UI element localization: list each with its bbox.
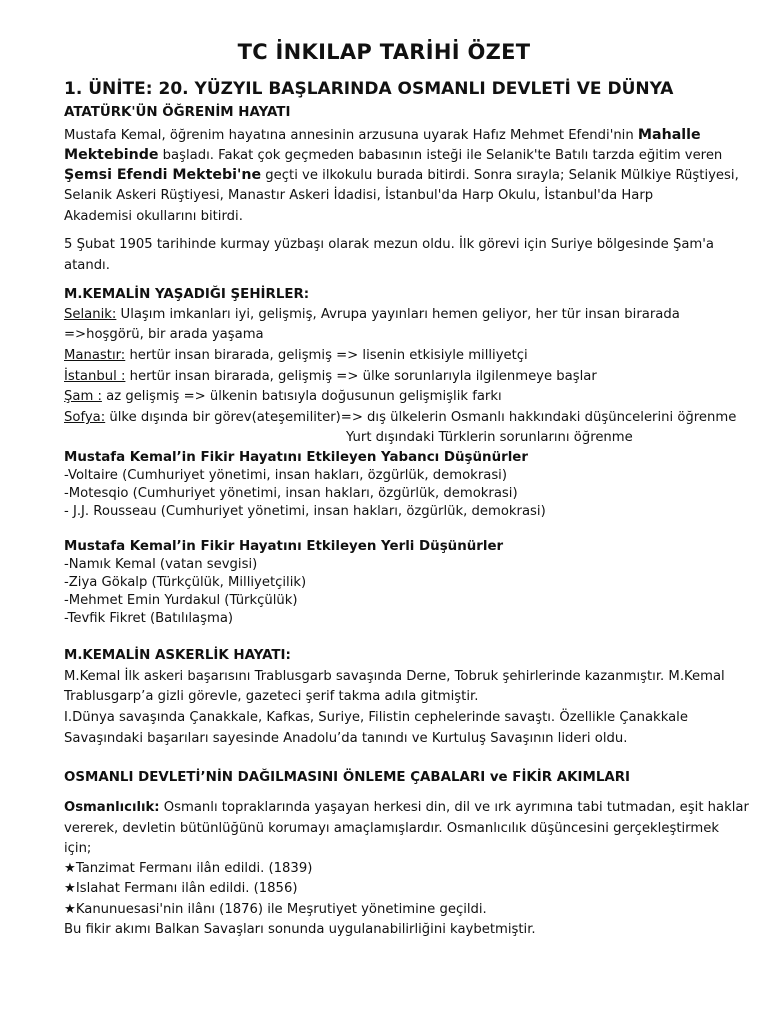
- list-item: -Voltaire (Cumhuriyet yönetimi, insan hakları, özgürlük, demokrasi): [64, 468, 507, 483]
- text-span: başladı. Fakat çok geçmeden babasının isteği ile Selanik'te Batılı tarzda eğitim veren: [158, 148, 723, 163]
- ottoman-line-1: [64, 799, 749, 817]
- unit-title: 1. ÜNİTE: 20. YÜZYIL BAŞLARINDA OSMANLI DEVLETİ VE DÜNYA: [64, 79, 674, 99]
- foreign-thinkers-heading: Mustafa Kemal’in Fikir Hayatını Etkileyen Yabancı Düşünürler: [64, 450, 528, 465]
- education-heading: ATATÜRK'ÜN ÖĞRENİM HAYATI: [64, 105, 291, 120]
- city-label: Sofya:: [64, 410, 106, 425]
- bold-span: Osmanlıcılık:: [64, 800, 160, 815]
- city-selanik: [64, 306, 680, 324]
- military-line-3: I.Dünya savaşında Çanakkale, Kafkas, Suriye, Filistin cephelerinde savaştı. Özellikle Çanakkale: [64, 710, 688, 725]
- education-line-6: 5 Şubat 1905 tarihinde kurmay yüzbaşı olarak mezun oldu. İlk görevi için Suriye bölgesinde Şam'a: [64, 237, 714, 252]
- city-label: Şam :: [64, 389, 102, 404]
- bold-span: Mahalle: [637, 127, 701, 143]
- military-line-1: M.Kemal İlk askeri başarısını Trablusgarb savaşında Derne, Tobruk şehirlerinde kazanmıştır. M.Kemal: [64, 669, 725, 684]
- text-span: geçti ve ilkokulu burada bitirdi. Sonra sırayla; Selanik Mülkiye Rüştiyesi,: [261, 168, 739, 183]
- education-line-4: Selanik Askeri Rüştiyesi, Manastır Askeri İdadisi, İstanbul'da Harp Okulu, İstanbul'da Harp: [64, 188, 654, 203]
- list-item: - J.J. Rousseau (Cumhuriyet yönetimi, insan hakları, özgürlük, demokrasi): [64, 504, 546, 519]
- city-text: az gelişmiş => ülkenin batısıyla doğusunun gelişmişlik farkı: [101, 389, 502, 404]
- list-item: -Tevfik Fikret (Batılılaşma): [64, 611, 234, 626]
- city-selanik-cont: =>hoşgörü, bir arada yaşama: [64, 327, 264, 342]
- city-istanbul: [64, 368, 597, 386]
- text-span: Osmanlı topraklarında yaşayan herkesi din, dil ve ırk ayrımına tabi tutmadan, eşit haklar: [159, 800, 749, 815]
- ottoman-line-2: vererek, devletin bütünlüğünü korumayı amaçlamışlardır. Osmanlıcılık düşüncesini gerçekleştirmek: [64, 821, 719, 836]
- city-text: hertür insan birarada, gelişmiş => ülke sorunlarıyla ilgilenmeye başlar: [125, 369, 597, 384]
- education-line-5: Akademisi okullarını bitirdi.: [64, 209, 243, 224]
- ottoman-heading: OSMANLI DEVLETİ’NİN DAĞILMASINI ÖNLEME ÇABALARI ve FİKİR AKIMLARI: [64, 770, 631, 785]
- education-line-1: [64, 126, 701, 145]
- list-item: -Mehmet Emin Yurdakul (Türkçülük): [64, 593, 298, 608]
- military-line-4: Savaşındaki başarıları sayesinde Anadolu’da tanındı ve Kurtuluş Savaşının lideri oldu.: [64, 731, 628, 746]
- city-label: Manastır:: [64, 348, 126, 363]
- bold-span: Mektebinde: [64, 147, 159, 163]
- bold-span: Şemsi Efendi Mektebi'ne: [64, 167, 262, 183]
- text-span: Mustafa Kemal, öğrenim hayatına annesinin arzusuna uyarak Hafız Mehmet Efendi'nin: [64, 128, 634, 143]
- education-line-2: [64, 146, 722, 165]
- military-line-2: Trablusgarp’a gizli görevle, gazeteci şerif takma adıla gitmiştir.: [64, 689, 479, 704]
- list-item: ★Kanunuesasi'nin ilânı (1876) ile Meşrutiyet yönetimine geçildi.: [64, 902, 487, 917]
- city-label: Selanik:: [64, 307, 117, 322]
- list-item: ★Tanzimat Fermanı ilân edildi. (1839): [64, 861, 313, 876]
- city-sofya-cont: Yurt dışındaki Türklerin sorunlarını öğrenme: [346, 430, 633, 445]
- military-heading: M.KEMALİN ASKERLİK HAYATI:: [64, 648, 291, 663]
- ottoman-line-3: için;: [64, 841, 92, 856]
- city-sam: [64, 388, 502, 406]
- city-sofya: [64, 409, 736, 427]
- city-text: Ulaşım imkanları iyi, gelişmiş, Avrupa yayınları hemen geliyor, her tür insan birarada: [116, 307, 680, 322]
- city-manastir: [64, 347, 528, 365]
- ottoman-last-line: Bu fikir akımı Balkan Savaşları sonunda uygulanabilirliğini kaybetmiştir.: [64, 922, 536, 937]
- education-line-3: [64, 166, 739, 185]
- city-text: ülke dışında bir görev(ateşemiliter)=> dış ülkelerin Osmanlı hakkındaki düşüncelerini öğrenme: [105, 410, 737, 425]
- cities-heading: M.KEMALİN YAŞADIĞI ŞEHİRLER:: [64, 287, 310, 302]
- list-item: ★Islahat Fermanı ilân edildi. (1856): [64, 881, 298, 896]
- city-text: hertür insan birarada, gelişmiş => lisenin etkisiyle milliyetçi: [125, 348, 528, 363]
- list-item: -Namık Kemal (vatan sevgisi): [64, 557, 258, 572]
- list-item: -Ziya Gökalp (Türkçülük, Milliyetçilik): [64, 575, 307, 590]
- education-line-7: atandı.: [64, 258, 110, 273]
- local-thinkers-heading: Mustafa Kemal’in Fikir Hayatını Etkileyen Yerli Düşünürler: [64, 539, 504, 554]
- page-title: TC İNKILAP TARİHİ ÖZET: [237, 40, 531, 64]
- list-item: -Motesqio (Cumhuriyet yönetimi, insan hakları, özgürlük, demokrasi): [64, 486, 518, 501]
- city-label: İstanbul :: [64, 369, 126, 384]
